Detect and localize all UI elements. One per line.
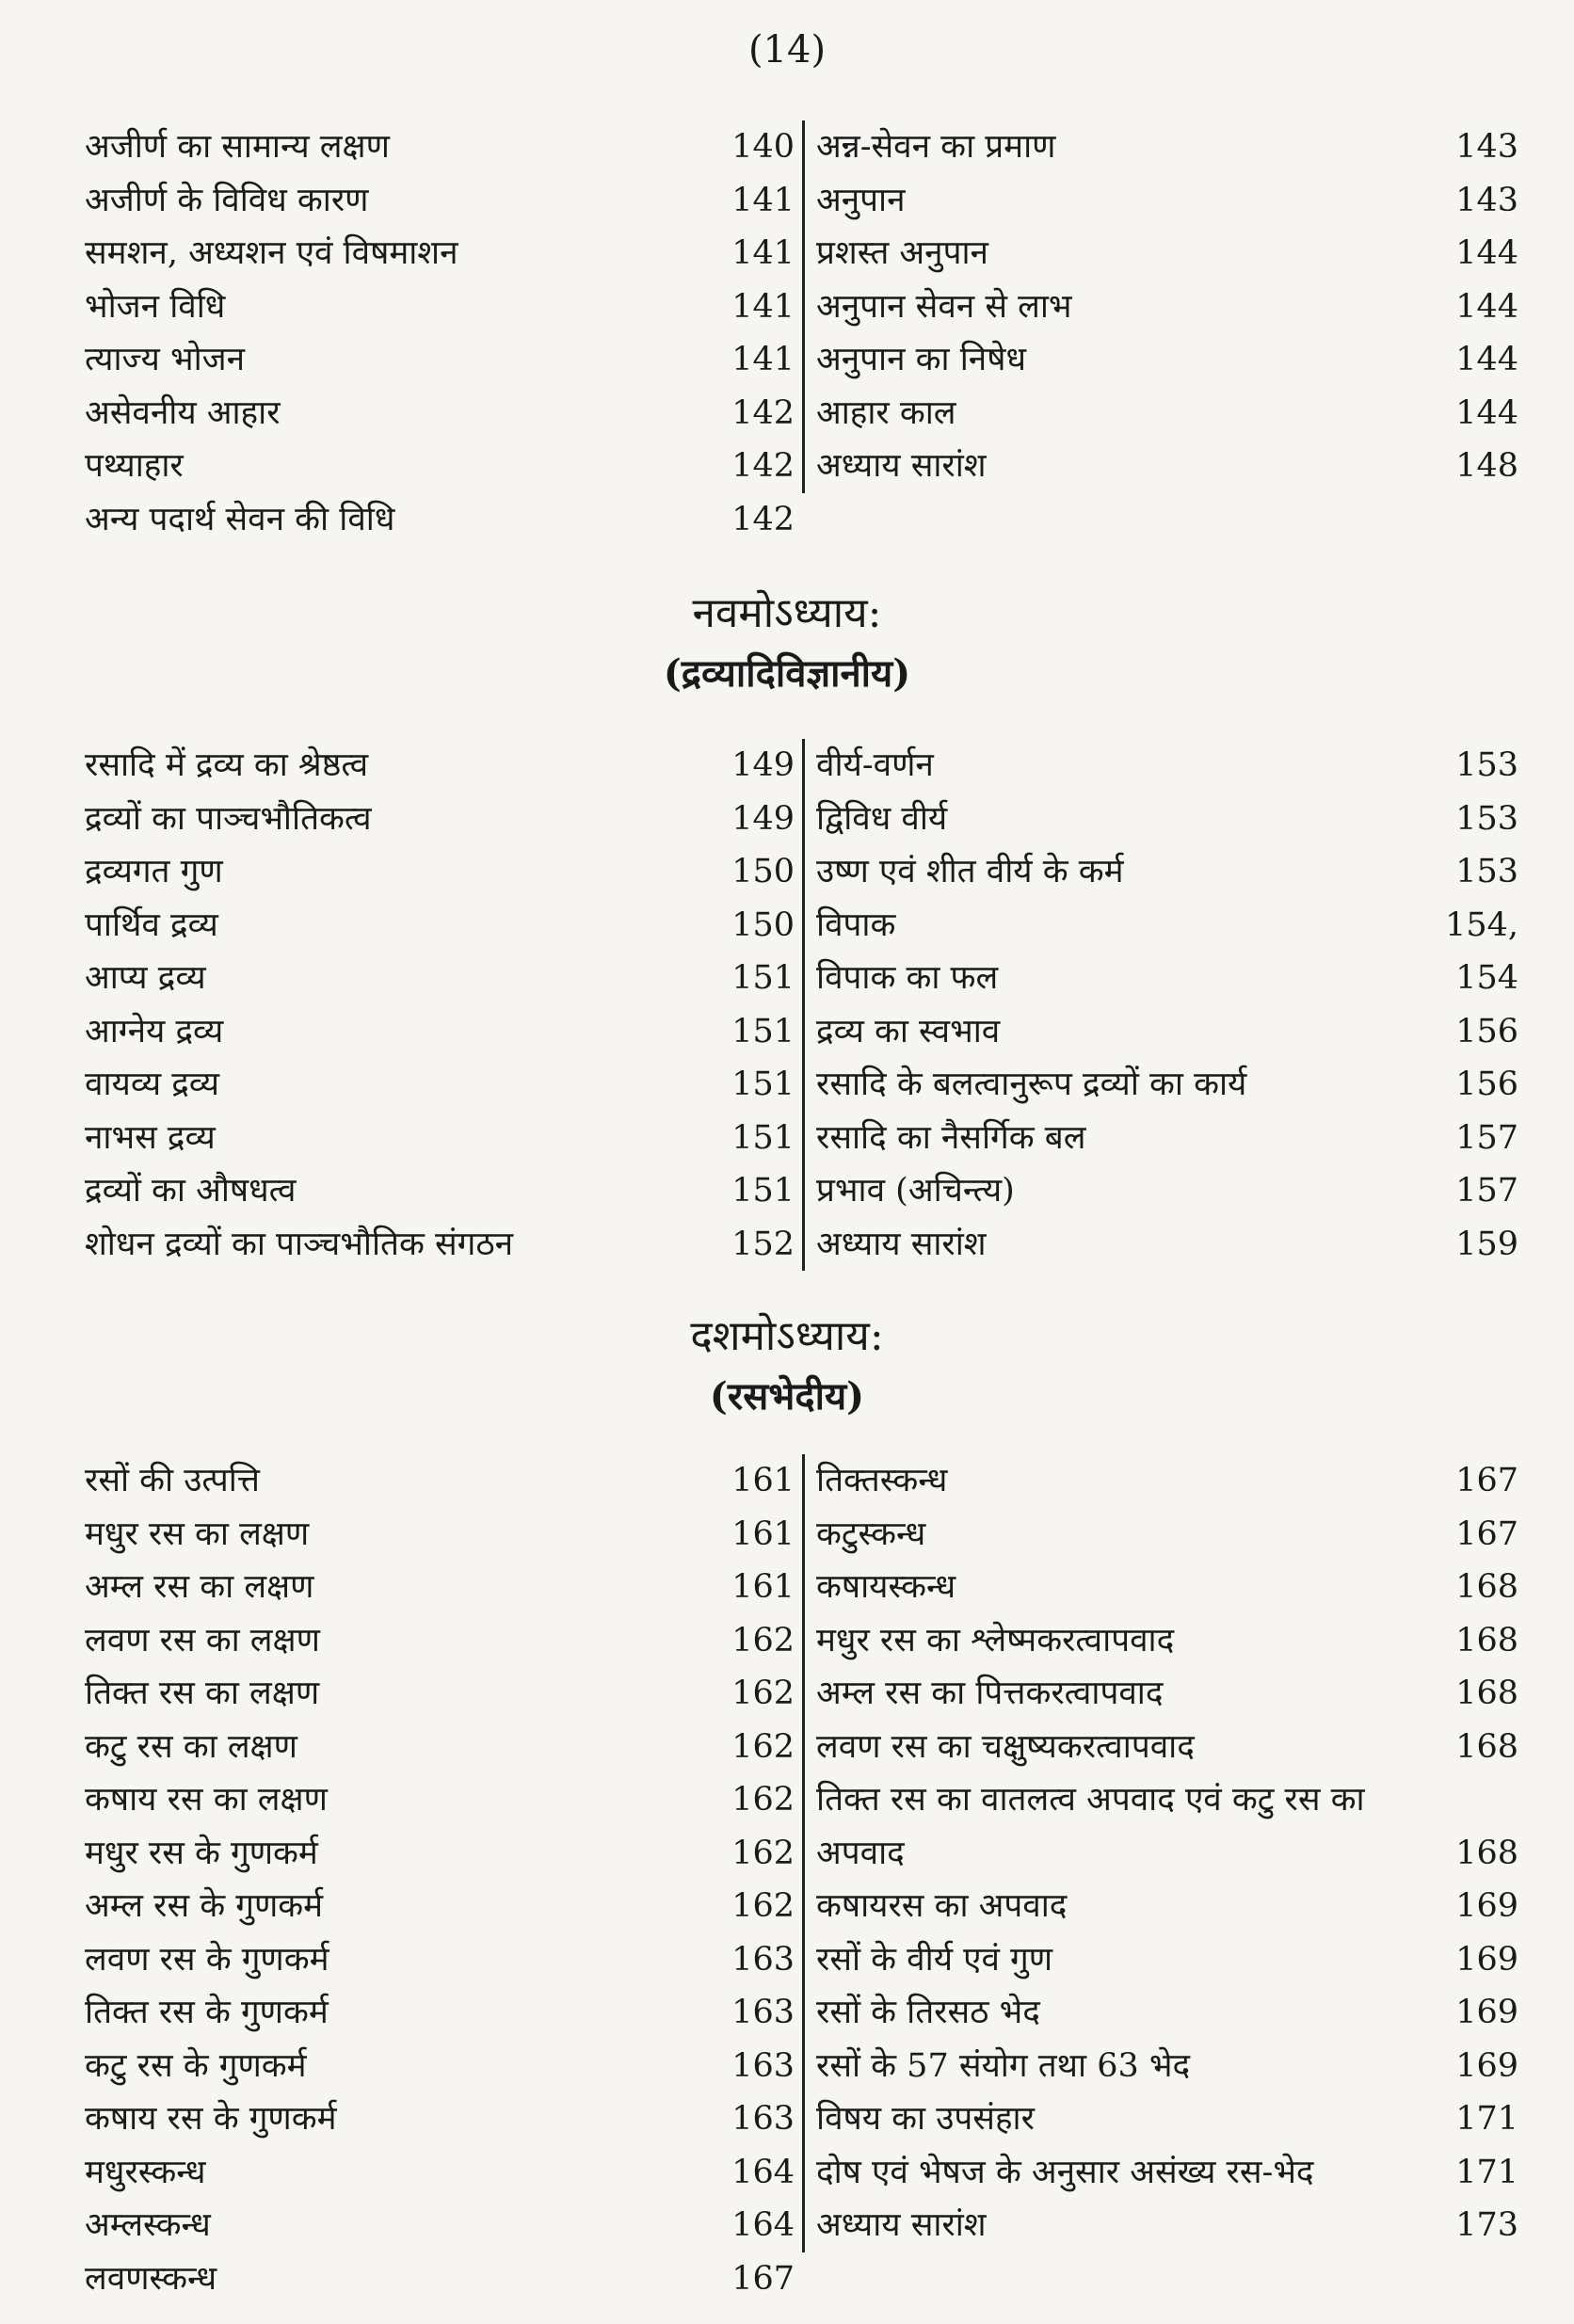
toc-entry [85,1667,802,1721]
toc-entry-title: मधुर रस का लक्षण [85,1515,310,1553]
toc-entry-title: कषाय रस के गुणकर्म [85,2100,337,2138]
toc-entry-page: 162 [731,1887,795,1925]
toc-entry [85,899,802,953]
toc-entry-page: 168 [1455,1568,1518,1606]
toc-entry-title: असेवनीय आहार [85,393,281,432]
toc-entry-page: 153 [1455,746,1518,784]
toc-entry-page: 144 [1455,393,1518,432]
toc-entry-page: 153 [1455,853,1518,890]
toc-entry-title: कटु रस के गुणकर्म [85,2046,307,2085]
chapter-10-header [0,1306,1574,1427]
toc-entry-title: अनुपान [816,181,906,219]
toc-entry [85,793,802,846]
toc-entry-title: द्रव्यगत गुण [85,853,223,890]
toc-right-column [802,739,1518,1271]
toc-entry-title: तिक्त रस के गुणकर्म [85,1994,329,2031]
toc-entry [85,845,802,899]
toc-entry-page: 148 [1455,447,1518,485]
toc-entry-title: लवणस्कन्ध [85,2259,217,2298]
toc-entry-page: 140 [731,128,795,166]
toc-entry-page: 169 [1455,2046,1518,2085]
toc-entry [85,333,802,387]
toc-entry-page: 151 [731,959,795,997]
toc-entry-page: 159 [1455,1225,1518,1263]
toc-entry-page: 171 [1455,2100,1518,2138]
toc-entry-title: अनुपान सेवन से लाभ [816,287,1072,326]
toc-entry [805,280,1518,334]
toc-entry [85,1164,802,1218]
chapter-heading: दशमोऽध्याय: [690,1312,884,1360]
toc-entry [85,1508,802,1562]
toc-entry-page: 163 [731,2046,795,2085]
toc-entry-title: अजीर्ण का सामान्य लक्षण [85,128,390,166]
toc-entry-title: रसादि के बलत्वानुरूप द्रव्यों का कार्य [816,1066,1247,1103]
chapter-9-header [0,584,1574,704]
toc-entry-page: 153 [1455,799,1518,838]
toc-entry-title: कषायस्कन्ध [816,1568,956,1606]
toc-entry-title: कटुस्कन्ध [816,1515,926,1553]
toc-entry-title: पथ्याहार [85,447,184,485]
toc-entry [85,1721,802,1774]
toc-entry-page: 144 [1455,234,1518,272]
toc-entry [85,280,802,334]
toc-entry [805,1721,1518,1774]
toc-entry-title: दोष एवं भेषज के अनुसार असंख्य रस-भेद [816,2153,1314,2191]
toc-entry [805,2199,1518,2252]
toc-entry-title: अध्याय सारांश [816,447,987,485]
toc-entry-page: 142 [731,447,795,485]
toc-right-column [802,120,1518,493]
toc-entry-page: 162 [731,1781,795,1819]
toc-entry [805,227,1518,280]
toc-entry-title: प्रशस्त अनुपान [816,234,988,272]
toc-entry [85,1005,802,1059]
toc-entry-title: तिक्तस्कन्ध [816,1462,948,1499]
toc-entry-title: तिक्त रस का वातलत्व अपवाद एवं कटु रस का अपवाद [816,1781,1365,1872]
toc-entry [85,2252,802,2306]
toc-entry-page: 142 [731,393,795,432]
toc-entry-page: 162 [731,1727,795,1766]
toc-entry-title: अन्य पदार्थ सेवन की विधि [85,500,395,538]
toc-entry [805,1880,1518,1933]
toc-entry [85,174,802,228]
toc-entry [805,1773,1518,1880]
toc-entry-page: 152 [731,1225,795,1263]
toc-entry-page: 149 [731,746,795,784]
toc-entry-page: 161 [731,1568,795,1606]
toc-entry [805,1218,1518,1272]
toc-entry-page: 151 [731,1012,795,1050]
toc-entry-title: आग्नेय द्रव्य [85,1012,224,1050]
toc-entry-title: द्रव्यों का औषधत्व [85,1172,297,1210]
toc-entry [805,333,1518,387]
toc-entry-title: विषय का उपसंहार [816,2100,1035,2138]
toc-entry-page: 167 [1455,1515,1518,1553]
toc-left-column [85,739,802,1271]
toc-entry-title: रसों के 57 संयोग तथा 63 भेद [816,2046,1191,2085]
toc-entry-page: 163 [731,1940,795,1979]
toc-entry-page: 168 [1455,1834,1518,1872]
toc-entry-title: मधुर रस के गुणकर्म [85,1834,318,1872]
toc-entry [85,1454,802,1508]
toc-entry [805,899,1518,953]
toc-entry-title: रसों की उत्पत्ति [85,1462,260,1499]
toc-entry-page: 151 [731,1118,795,1157]
toc-entry-title: द्विविध वीर्य [816,799,948,838]
toc-entry-page: 141 [731,181,795,219]
toc-entry-page: 168 [1455,1675,1518,1712]
toc-entry [805,1005,1518,1059]
toc-entry [805,1454,1518,1508]
toc-entry-page: 149 [731,799,795,838]
toc-entry [805,1986,1518,2040]
toc-entry-title: नाभस द्रव्य [85,1118,216,1157]
toc-entry [805,739,1518,793]
toc-entry-title: लवण रस के गुणकर्म [85,1940,329,1979]
toc-entry-page: 150 [731,853,795,890]
toc-entry-title: शोधन द्रव्यों का पाञ्चभौतिक संगठन [85,1225,514,1263]
toc-entry [805,793,1518,846]
toc-entry [85,493,802,547]
toc-entry-title: उष्ण एवं शीत वीर्य के कर्म [816,853,1124,890]
toc-entry-title: विपाक [816,906,896,944]
toc-entry [85,2146,802,2200]
toc-entry [85,739,802,793]
toc-entry [805,387,1518,441]
toc-right-column [802,1454,1518,2252]
toc-entry-page: 162 [731,1834,795,1872]
toc-entry-title: आहार काल [816,393,956,432]
toc-entry-title: वायव्य द्रव्य [85,1066,220,1103]
toc-entry [85,1773,802,1827]
toc-entry-title: अनुपान का निषेध [816,341,1026,378]
toc-entry-title: अम्ल रस का पित्तकरत्वापवाद [816,1675,1164,1712]
chapter-subheading: (द्रव्यादिविज्ञानीय) [663,651,911,696]
toc-entry-page: 142 [731,500,795,538]
toc-entry [85,1880,802,1933]
toc-entry-page: 168 [1455,1727,1518,1766]
toc-entry [805,2146,1518,2200]
toc-entry-title: अम्ल रस के गुणकर्म [85,1887,324,1925]
toc-entry-title: समशन, अध्यशन एवं विषमाशन [85,234,458,272]
toc-entry-page: 169 [1455,1887,1518,1925]
toc-entry-title: रसों के वीर्य एवं गुण [816,1940,1053,1979]
toc-entry-page: 154, [1445,906,1518,944]
toc-entry-title: अध्याय सारांश [816,2206,987,2244]
toc-entry-title: कषायरस का अपवाद [816,1887,1068,1925]
toc-entry-title: भोजन विधि [85,287,226,326]
toc-entry [805,952,1518,1005]
toc-entry [805,1508,1518,1562]
toc-entry-page: 161 [731,1462,795,1499]
toc-entry-page: 164 [731,2153,795,2191]
toc-entry-title: वीर्य-वर्णन [816,746,934,784]
toc-entry-page: 157 [1455,1172,1518,1210]
toc-entry [805,120,1518,174]
toc-entry-title: द्रव्य का स्वभाव [816,1012,1001,1050]
toc-entry-title: पार्थिव द्रव्य [85,906,218,944]
toc-entry-title: अन्न-सेवन का प्रमाण [816,128,1056,166]
toc-entry-page: 156 [1455,1066,1518,1103]
toc-entry-title: तिक्त रस का लक्षण [85,1675,320,1712]
toc-entry-title: मधुरस्कन्ध [85,2153,206,2191]
toc-entry-page: 167 [731,2259,795,2298]
toc-entry-title: रसादि का नैसर्गिक बल [816,1118,1086,1157]
toc-entry [85,1933,802,1987]
toc-entry [805,1614,1518,1668]
toc-entry [805,440,1518,493]
toc-entry [805,174,1518,228]
toc-entry-page: 168 [1455,1621,1518,1659]
toc-entry-page: 141 [731,234,795,272]
toc-entry [805,1667,1518,1721]
toc-entry-page: 143 [1455,181,1518,219]
toc-entry-title: अजीर्ण के विविध कारण [85,181,369,219]
toc-entry-page: 144 [1455,287,1518,326]
toc-left-column [85,1454,802,2305]
toc-entry-title: रसादि में द्रव्य का श्रेष्ठत्व [85,746,369,784]
toc-entry-page: 167 [1455,1462,1518,1499]
toc-entry-title: त्याज्य भोजन [85,341,246,378]
toc-entry-page: 163 [731,1994,795,2031]
toc-entry-title: विपाक का फल [816,959,999,997]
toc-entry-page: 169 [1455,1994,1518,2031]
toc-entry-title: अध्याय सारांश [816,1225,987,1263]
toc-entry [805,1164,1518,1218]
toc-entry [85,952,802,1005]
toc-entry-page: 163 [731,2100,795,2138]
toc-entry [805,1058,1518,1112]
toc-left-column [85,120,802,546]
toc-entry [85,1218,802,1272]
toc-entry-title: अम्लस्कन्ध [85,2206,211,2244]
toc-entry-page: 154 [1455,959,1518,997]
toc-entry-title: मधुर रस का श्लेष्मकरत्वापवाद [816,1621,1175,1659]
toc-entry-page: 173 [1455,2206,1518,2244]
toc-entry [805,2040,1518,2093]
toc-entry-title: कटु रस का लक्षण [85,1727,297,1766]
toc-entry-page: 156 [1455,1012,1518,1050]
toc-entry [805,845,1518,899]
toc-entry-title: लवण रस का लक्षण [85,1621,320,1659]
toc-entry-title: आप्य द्रव्य [85,959,206,997]
toc-entry [805,1112,1518,1165]
toc-entry-page: 161 [731,1515,795,1553]
page-number: (14) [747,28,827,72]
toc-entry [85,1614,802,1668]
toc-entry-page: 144 [1455,341,1518,378]
toc-entry [85,120,802,174]
toc-entry [85,2092,802,2146]
toc-entry [85,1112,802,1165]
toc-entry-page: 141 [731,287,795,326]
toc-entry-page: 157 [1455,1118,1518,1157]
toc-entry-page: 151 [731,1066,795,1103]
toc-entry [85,227,802,280]
toc-entry [805,1561,1518,1614]
toc-entry-page: 150 [731,906,795,944]
toc-entry-title: प्रभाव (अचिन्त्य) [816,1172,1015,1210]
toc-entry [85,2040,802,2093]
toc-entry [805,1933,1518,1987]
toc-entry-page: 162 [731,1621,795,1659]
toc-entry-title: द्रव्यों का पाञ्चभौतिकत्व [85,799,372,838]
chapter-heading: नवमोऽध्याय: [692,589,882,637]
toc-entry-page: 169 [1455,1940,1518,1979]
toc-entry-title: रसों के तिरसठ भेद [816,1994,1040,2031]
toc-entry-page: 143 [1455,128,1518,166]
toc-entry-title: लवण रस का चक्षुष्यकरत्वापवाद [816,1727,1195,1766]
toc-entry-page: 151 [731,1172,795,1210]
toc-entry [85,387,802,441]
toc-entry-title: कषाय रस का लक्षण [85,1781,328,1819]
toc-entry-page: 141 [731,341,795,378]
toc-entry-page: 171 [1455,2153,1518,2191]
toc-entry [85,2199,802,2252]
toc-entry [85,1058,802,1112]
toc-entry [85,1827,802,1881]
toc-entry [805,2092,1518,2146]
toc-entry-page: 162 [731,1675,795,1712]
toc-entry-page: 164 [731,2206,795,2244]
toc-entry [85,1986,802,2040]
toc-entry [85,1561,802,1614]
chapter-subheading: (रसभेदीय) [709,1374,865,1418]
toc-entry [85,440,802,493]
toc-entry-title: अम्ल रस का लक्षण [85,1568,314,1606]
